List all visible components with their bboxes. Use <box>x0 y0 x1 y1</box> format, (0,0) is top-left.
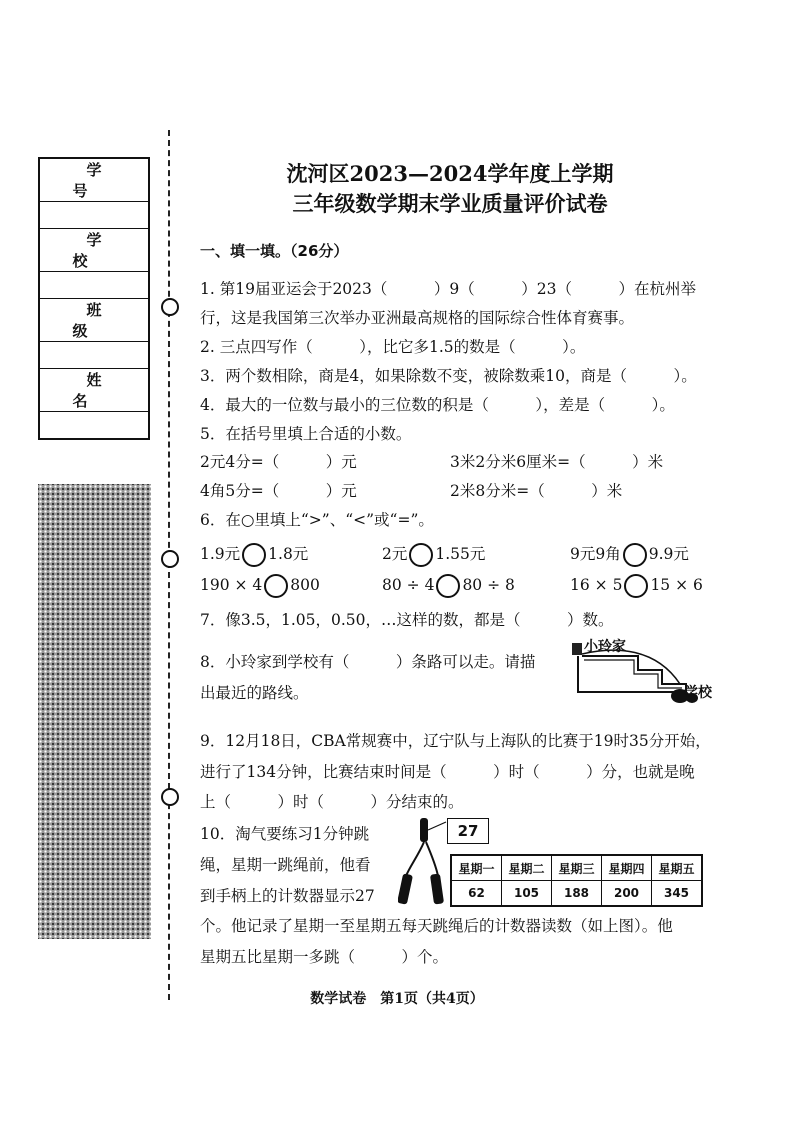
question-5: 5．在括号里填上合适的小数。 <box>200 425 412 443</box>
student-info-table <box>38 157 150 440</box>
counter-display: 27 <box>447 818 489 844</box>
reading-cell: 345 <box>652 881 703 907</box>
route-path <box>578 656 686 700</box>
compare-item <box>570 542 689 567</box>
compare-left: 190 × 4 <box>200 576 263 594</box>
question-10-line3: 到手柄上的计数器显示27 <box>200 887 375 905</box>
day-header: 星期一 <box>451 855 502 881</box>
question-10-line1: 10．淘气要练习1分钟跳 <box>200 825 370 843</box>
answer-circle[interactable] <box>436 574 460 598</box>
reading-cell: 62 <box>451 881 502 907</box>
question-6: 6．在○里填上“>”、“<”或“=”。 <box>200 511 434 529</box>
compare-right: 1.8元 <box>268 545 309 563</box>
question-3: 3．两个数相除，商是4，如果除数不变，被除数乘10，商是（ ）。 <box>200 367 697 385</box>
question-4: 4．最大的一位数与最小的三位数的积是（ ），差是（ ）。 <box>200 396 675 414</box>
security-pattern <box>38 484 151 939</box>
house-icon <box>572 643 582 655</box>
answer-circle[interactable] <box>624 574 648 598</box>
question-9-line3: 上（ ）时（ ）分结束的。 <box>200 793 464 811</box>
compare-item <box>200 574 320 598</box>
question-8-line2: 出最近的路线。 <box>200 684 309 702</box>
binding-hole-icon <box>161 298 179 316</box>
question-5-a: 2元4分=（ ）元 <box>200 453 357 471</box>
question-9-line1: 9．12月18日，CBA常规赛中，辽宁队与上海队的比赛于19时35分开始， <box>200 732 711 750</box>
compare-right: 1.55元 <box>435 545 486 563</box>
student-id-field[interactable] <box>39 202 149 229</box>
reading-cell: 105 <box>502 881 552 907</box>
class-label: 班 级 <box>39 299 149 342</box>
compare-item <box>382 542 485 567</box>
section-heading: 一、填一填。（26分） <box>200 242 349 260</box>
compare-right: 800 <box>290 576 320 594</box>
question-5-d: 2米8分米=（ ）米 <box>450 482 623 500</box>
compare-left: 2元 <box>382 545 408 563</box>
compare-item <box>382 574 515 598</box>
question-10-line4: 个。他记录了星期一至星期五每天跳绳后的计数器读数（如上图）。他 <box>200 917 673 935</box>
compare-right: 15 × 6 <box>650 576 703 594</box>
day-header: 星期五 <box>652 855 703 881</box>
exam-title-line2: 三年级数学期末学业质量评价试卷 <box>292 191 608 216</box>
day-header: 星期三 <box>552 855 602 881</box>
answer-circle[interactable] <box>264 574 288 598</box>
school-field[interactable] <box>39 272 149 299</box>
compare-item <box>570 574 703 598</box>
question-9-line2: 进行了134分钟，比赛结束时间是（ ）时（ ）分，也就是晚 <box>200 763 695 781</box>
compare-right: 9.9元 <box>648 545 689 563</box>
compare-item <box>200 542 308 567</box>
binding-hole-icon <box>161 788 179 806</box>
question-5-c: 4角5分=（ ）元 <box>200 482 357 500</box>
day-header: 星期四 <box>602 855 652 881</box>
question-8-line1: 8．小玲家到学校有（ ）条路可以走。请描 <box>200 653 536 671</box>
day-header: 星期二 <box>502 855 552 881</box>
exam-title-line1: 沈河区2023—2024学年度上学期 <box>286 161 614 186</box>
compare-left: 1.9元 <box>200 545 241 563</box>
compare-left: 9元9角 <box>570 545 621 563</box>
compare-left: 80 ÷ 4 <box>382 576 435 594</box>
route-map <box>566 640 716 710</box>
question-1-line2: 行，这是我国第三次举办亚洲最高规格的国际综合性体育赛事。 <box>200 309 635 327</box>
answer-circle[interactable] <box>409 543 433 567</box>
counter-readings-table <box>450 854 703 907</box>
binding-hole-icon <box>161 550 179 568</box>
compare-left: 16 × 5 <box>570 576 623 594</box>
question-2: 2. 三点四写作（ ），比它多1.5的数是（ ）。 <box>200 338 586 356</box>
name-label: 姓 名 <box>39 369 149 412</box>
school-label: 学校 <box>684 685 712 701</box>
question-5-b: 3米2分米6厘米=（ ）米 <box>450 453 664 471</box>
jump-rope-icon <box>398 816 448 908</box>
question-7: 7．像3.5，1.05，0.50，…这样的数，都是（ ）数。 <box>200 611 614 629</box>
school-label: 学 校 <box>39 229 149 272</box>
answer-circle[interactable] <box>242 543 266 567</box>
reading-cell: 200 <box>602 881 652 907</box>
question-1-line1: 1. 第19届亚运会于2023（ ）9（ ）23（ ）在杭州举 <box>200 280 696 298</box>
student-id-label: 学 号 <box>39 158 149 202</box>
home-label: 小玲家 <box>584 639 626 655</box>
answer-circle[interactable] <box>623 543 647 567</box>
reading-cell: 188 <box>552 881 602 907</box>
page-footer: 数学试卷 第1页（共4页） <box>310 991 484 1007</box>
question-10-line2: 绳，星期一跳绳前，他看 <box>200 856 371 874</box>
name-field[interactable] <box>39 412 149 440</box>
question-10-line5: 星期五比星期一多跳（ ）个。 <box>200 948 449 966</box>
jump-rope-drawing <box>398 816 448 908</box>
compare-right: 80 ÷ 8 <box>462 576 515 594</box>
class-field[interactable] <box>39 342 149 369</box>
